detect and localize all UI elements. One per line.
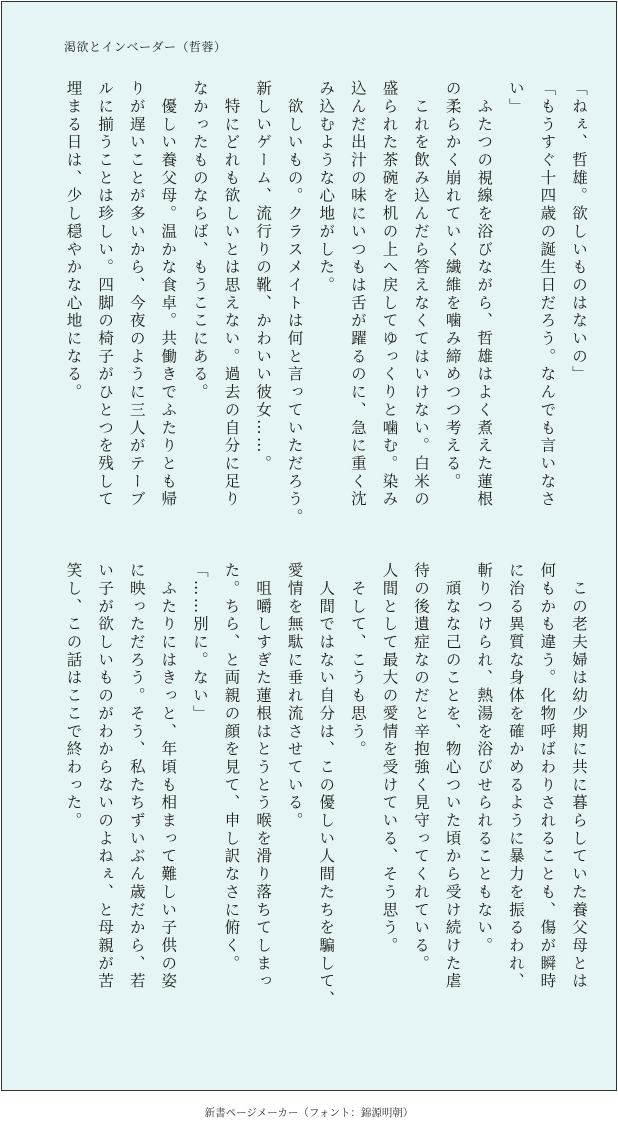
text-block-lower: この老夫婦は幼少期に共に暮らしていた養父母とは 何もかも違う。化物呼ばわりされることも、傷が瞬時 に治る異質な身体を確かめるように暴力を振るわれ、 斬りつけられ、熱湯を浴びせられることもない。 頑なな己のことを、物心ついた頃から受け続けた虐 待の後遺症なのだと辛抱強く見守ってくれている。 人間として最大の愛情を受けている、そう思う。 そして、こうも思う。 人間ではない自分は、この優しい人間たちを騙して、 愛情を無駄に垂れ流させている。 咀嚼しすぎた蓮根はとうとう喉を滑り落ちてしまっ た。ちら、と両親の顔を見て、申し訳なさに俯く。 「……別に。ない」 ふたりにはきっと、年頃も相まって難しい子供の姿 に映っただろう。そう、私たちずいぶん歳だから、若 い子が欲しいものがわからないのよねぇ、と母親が苦 笑し、この話はここで終わった。: [64, 562, 588, 1009]
page-title: 渇欲とインベーダー（哲蓉）: [64, 40, 227, 54]
page-sheet: [1, 1, 617, 1091]
text-block-upper: 「ねぇ、哲雄。欲しいものはないの」 「もうすぐ十四歳の誕生日だろう。なんでも言いなさ い」 ふたつの視線を浴びながら、哲雄はよく煮えた蓮根 の柔らかく崩れていく繊維を噛み締めつつ考える。 これを飲み込んだら答えなくてはいけない。白米の 盛られた茶碗を机の上へ戻してゆっくりと噛む。染み 込んだ出汁の味にいつもは舌が躍るのに、急に重く沈 み込むような心地がした。 欲しいもの。クラスメイトは何と言っていただろう。 新しいゲーム、流行りの靴、かわいい彼女……。 特にどれも欲しいとは思えない。過去の自分に足り なかったものならば、もうここにある。 優しい養父母。温かな食卓。共働きでふたりとも帰 りが遅いことが多いから、今夜のように三人がテーブ ルに揃うことは珍しい。四脚の椅子がひとつを残して 埋まる日は、少し穏やかな心地になる。: [64, 80, 588, 527]
footer-credit: 新書ページメーカー（フォント：錦源明朝）: [204, 1107, 414, 1119]
